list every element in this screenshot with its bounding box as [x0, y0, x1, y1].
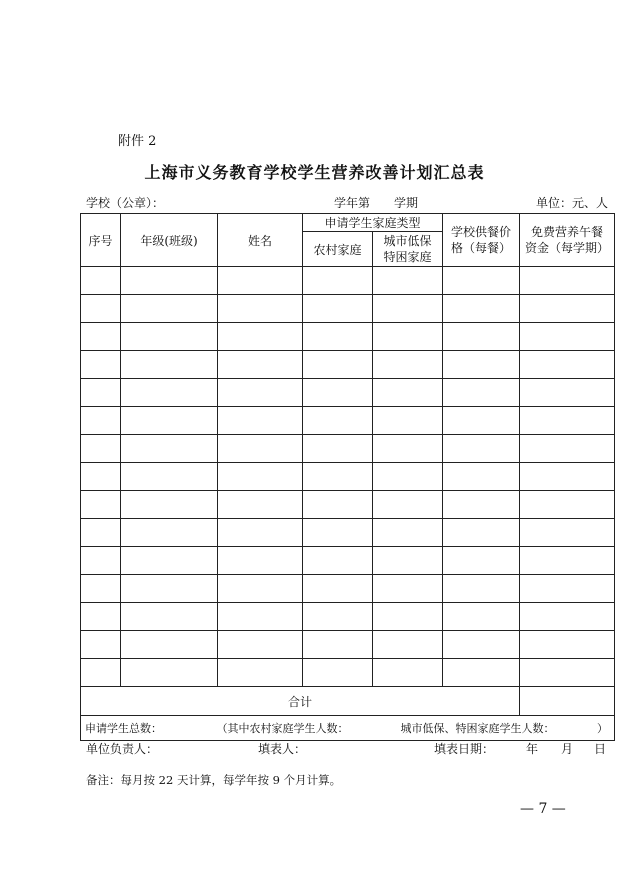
cell-lunch-fund[interactable] — [520, 379, 615, 407]
cell-meal-price[interactable] — [443, 407, 520, 435]
cell-meal-price[interactable] — [443, 295, 520, 323]
cell-urban[interactable] — [373, 575, 443, 603]
cell-name[interactable] — [218, 379, 303, 407]
cell-rural[interactable] — [303, 603, 373, 631]
table-row — [81, 547, 615, 575]
header-rural-family: 农村家庭 — [303, 232, 373, 267]
cell-grade[interactable] — [121, 435, 218, 463]
cell-seq[interactable] — [81, 519, 121, 547]
cell-seq[interactable] — [81, 463, 121, 491]
cell-lunch-fund[interactable] — [520, 435, 615, 463]
table-row — [81, 323, 615, 351]
cell-meal-price[interactable] — [443, 659, 520, 687]
cell-name[interactable] — [218, 519, 303, 547]
cell-meal-price[interactable] — [443, 631, 520, 659]
attachment-label: 附件 2 — [118, 134, 157, 149]
page-number: — 7 — — [520, 801, 566, 817]
cell-urban[interactable] — [373, 351, 443, 379]
rural-count-label: （其中农村家庭学生人数： — [222, 722, 349, 735]
cell-seq[interactable] — [81, 575, 121, 603]
cell-urban[interactable] — [373, 323, 443, 351]
table-row — [81, 491, 615, 519]
cell-lunch-fund[interactable] — [520, 659, 615, 687]
cell-rural[interactable] — [303, 547, 373, 575]
header-family-type: 申请学生家庭类型 — [303, 214, 443, 232]
cell-grade[interactable] — [121, 351, 218, 379]
cell-lunch-fund[interactable] — [520, 547, 615, 575]
header-lunch-fund-line2: 资金（每学期） — [525, 241, 610, 255]
summary-table — [80, 213, 615, 741]
cell-lunch-fund[interactable] — [520, 575, 615, 603]
cell-rural[interactable] — [303, 267, 373, 295]
header-urban-low-income-line2: 特困家庭 — [383, 250, 432, 264]
cell-urban[interactable] — [373, 267, 443, 295]
cell-grade[interactable] — [121, 295, 218, 323]
cell-meal-price[interactable] — [443, 323, 520, 351]
table-row — [81, 631, 615, 659]
cell-seq[interactable] — [81, 547, 121, 575]
cell-grade[interactable] — [121, 379, 218, 407]
table-row — [81, 575, 615, 603]
remarks-note: 备注：每月按 22 天计算，每学年按 9 个月计算。 — [86, 773, 342, 787]
cell-name[interactable] — [218, 295, 303, 323]
cell-name[interactable] — [218, 407, 303, 435]
table-row — [81, 435, 615, 463]
cell-name[interactable] — [218, 659, 303, 687]
cell-urban[interactable] — [373, 407, 443, 435]
header-name: 姓名 — [218, 214, 303, 267]
cell-meal-price[interactable] — [443, 267, 520, 295]
table-row — [81, 407, 615, 435]
table-row — [81, 351, 615, 379]
cell-grade[interactable] — [121, 575, 218, 603]
total-label: 合计 — [81, 687, 520, 716]
urban-count-label: 城市低保、特困家庭学生人数： — [400, 722, 549, 735]
cell-rural[interactable] — [303, 435, 373, 463]
cell-grade[interactable] — [121, 491, 218, 519]
cell-lunch-fund[interactable] — [520, 519, 615, 547]
cell-rural[interactable] — [303, 519, 373, 547]
cell-rural[interactable] — [303, 351, 373, 379]
unit-label: 单位：元、人 — [536, 196, 609, 210]
cell-lunch-fund[interactable] — [520, 407, 615, 435]
cell-lunch-fund[interactable] — [520, 491, 615, 519]
cell-name[interactable] — [218, 547, 303, 575]
cell-meal-price[interactable] — [443, 351, 520, 379]
table-row — [81, 379, 615, 407]
form-filler-label: 填表人： — [258, 742, 307, 756]
cell-seq[interactable] — [81, 295, 121, 323]
table-row — [81, 295, 615, 323]
header-urban-low-income — [373, 232, 443, 267]
table-row — [81, 659, 615, 687]
header-urban-low-income-line1: 城市低保 — [383, 234, 432, 248]
cell-lunch-fund[interactable] — [520, 631, 615, 659]
date-day-label: 日 — [594, 742, 607, 756]
cell-meal-price[interactable] — [443, 547, 520, 575]
cell-seq[interactable] — [81, 351, 121, 379]
cell-urban[interactable] — [373, 435, 443, 463]
header-lunch-fund-line1: 免费营养午餐 — [531, 225, 604, 239]
document-title: 上海市义务教育学校学生营养改善计划汇总表 — [144, 163, 485, 182]
table-row — [81, 463, 615, 491]
total-value-cell[interactable] — [520, 687, 615, 716]
header-lunch-fund — [520, 214, 615, 267]
cell-lunch-fund[interactable] — [520, 323, 615, 351]
cell-urban[interactable] — [373, 295, 443, 323]
cell-rural[interactable] — [303, 575, 373, 603]
cell-rural[interactable] — [303, 407, 373, 435]
header-meal-price-line2: 格（每餐） — [451, 241, 512, 255]
school-seal-label: 学校（公章）： — [86, 196, 165, 210]
cell-name[interactable] — [218, 267, 303, 295]
header-seq: 序号 — [81, 214, 121, 267]
cell-name[interactable] — [218, 631, 303, 659]
cell-urban[interactable] — [373, 491, 443, 519]
cell-lunch-fund[interactable] — [520, 603, 615, 631]
academic-term-label: 学年第 学期 — [334, 196, 419, 210]
cell-meal-price[interactable] — [443, 519, 520, 547]
cell-urban[interactable] — [373, 379, 443, 407]
cell-rural[interactable] — [303, 295, 373, 323]
cell-rural[interactable] — [303, 323, 373, 351]
cell-seq[interactable] — [81, 603, 121, 631]
responsible-person-label: 单位负责人： — [86, 742, 159, 756]
cell-name[interactable] — [218, 435, 303, 463]
cell-rural[interactable] — [303, 463, 373, 491]
cell-rural[interactable] — [303, 379, 373, 407]
cell-seq[interactable] — [81, 491, 121, 519]
header-meal-price — [443, 214, 520, 267]
cell-urban[interactable] — [373, 463, 443, 491]
fill-date-label: 填表日期： — [434, 742, 495, 756]
cell-seq[interactable] — [81, 659, 121, 687]
cell-meal-price[interactable] — [443, 491, 520, 519]
cell-name[interactable] — [218, 491, 303, 519]
cell-name[interactable] — [218, 351, 303, 379]
cell-rural[interactable] — [303, 631, 373, 659]
cell-grade[interactable] — [121, 463, 218, 491]
cell-urban[interactable] — [373, 603, 443, 631]
cell-urban[interactable] — [373, 519, 443, 547]
date-month-label: 月 — [561, 742, 574, 756]
cell-meal-price[interactable] — [443, 379, 520, 407]
cell-name[interactable] — [218, 323, 303, 351]
cell-name[interactable] — [218, 575, 303, 603]
cell-grade[interactable] — [121, 603, 218, 631]
table-row — [81, 519, 615, 547]
cell-name[interactable] — [218, 463, 303, 491]
cell-grade[interactable] — [121, 631, 218, 659]
cell-grade[interactable] — [121, 267, 218, 295]
cell-grade[interactable] — [121, 407, 218, 435]
total-applicants-label: 申请学生总数： — [85, 722, 162, 735]
cell-grade[interactable] — [121, 519, 218, 547]
cell-meal-price[interactable] — [443, 435, 520, 463]
cell-seq[interactable] — [81, 379, 121, 407]
cell-lunch-fund[interactable] — [520, 463, 615, 491]
cell-lunch-fund[interactable] — [520, 267, 615, 295]
cell-lunch-fund[interactable] — [520, 295, 615, 323]
cell-name[interactable] — [218, 603, 303, 631]
cell-lunch-fund[interactable] — [520, 351, 615, 379]
cell-seq[interactable] — [81, 323, 121, 351]
cell-urban[interactable] — [373, 659, 443, 687]
cell-seq[interactable] — [81, 407, 121, 435]
cell-meal-price[interactable] — [443, 463, 520, 491]
header-grade: 年级(班级) — [121, 214, 218, 267]
cell-urban[interactable] — [373, 631, 443, 659]
cell-grade[interactable] — [121, 323, 218, 351]
header-meal-price-line1: 学校供餐价 — [451, 225, 512, 239]
cell-grade[interactable] — [121, 547, 218, 575]
date-year-label: 年 — [526, 742, 539, 756]
cell-seq[interactable] — [81, 267, 121, 295]
cell-seq[interactable] — [81, 631, 121, 659]
cell-meal-price[interactable] — [443, 575, 520, 603]
cell-rural[interactable] — [303, 659, 373, 687]
summary-close-paren: ） — [597, 722, 608, 735]
cell-rural[interactable] — [303, 491, 373, 519]
cell-meal-price[interactable] — [443, 603, 520, 631]
cell-urban[interactable] — [373, 547, 443, 575]
applicant-summary-row — [81, 716, 615, 741]
cell-seq[interactable] — [81, 435, 121, 463]
cell-grade[interactable] — [121, 659, 218, 687]
table-row — [81, 267, 615, 295]
table-row — [81, 603, 615, 631]
